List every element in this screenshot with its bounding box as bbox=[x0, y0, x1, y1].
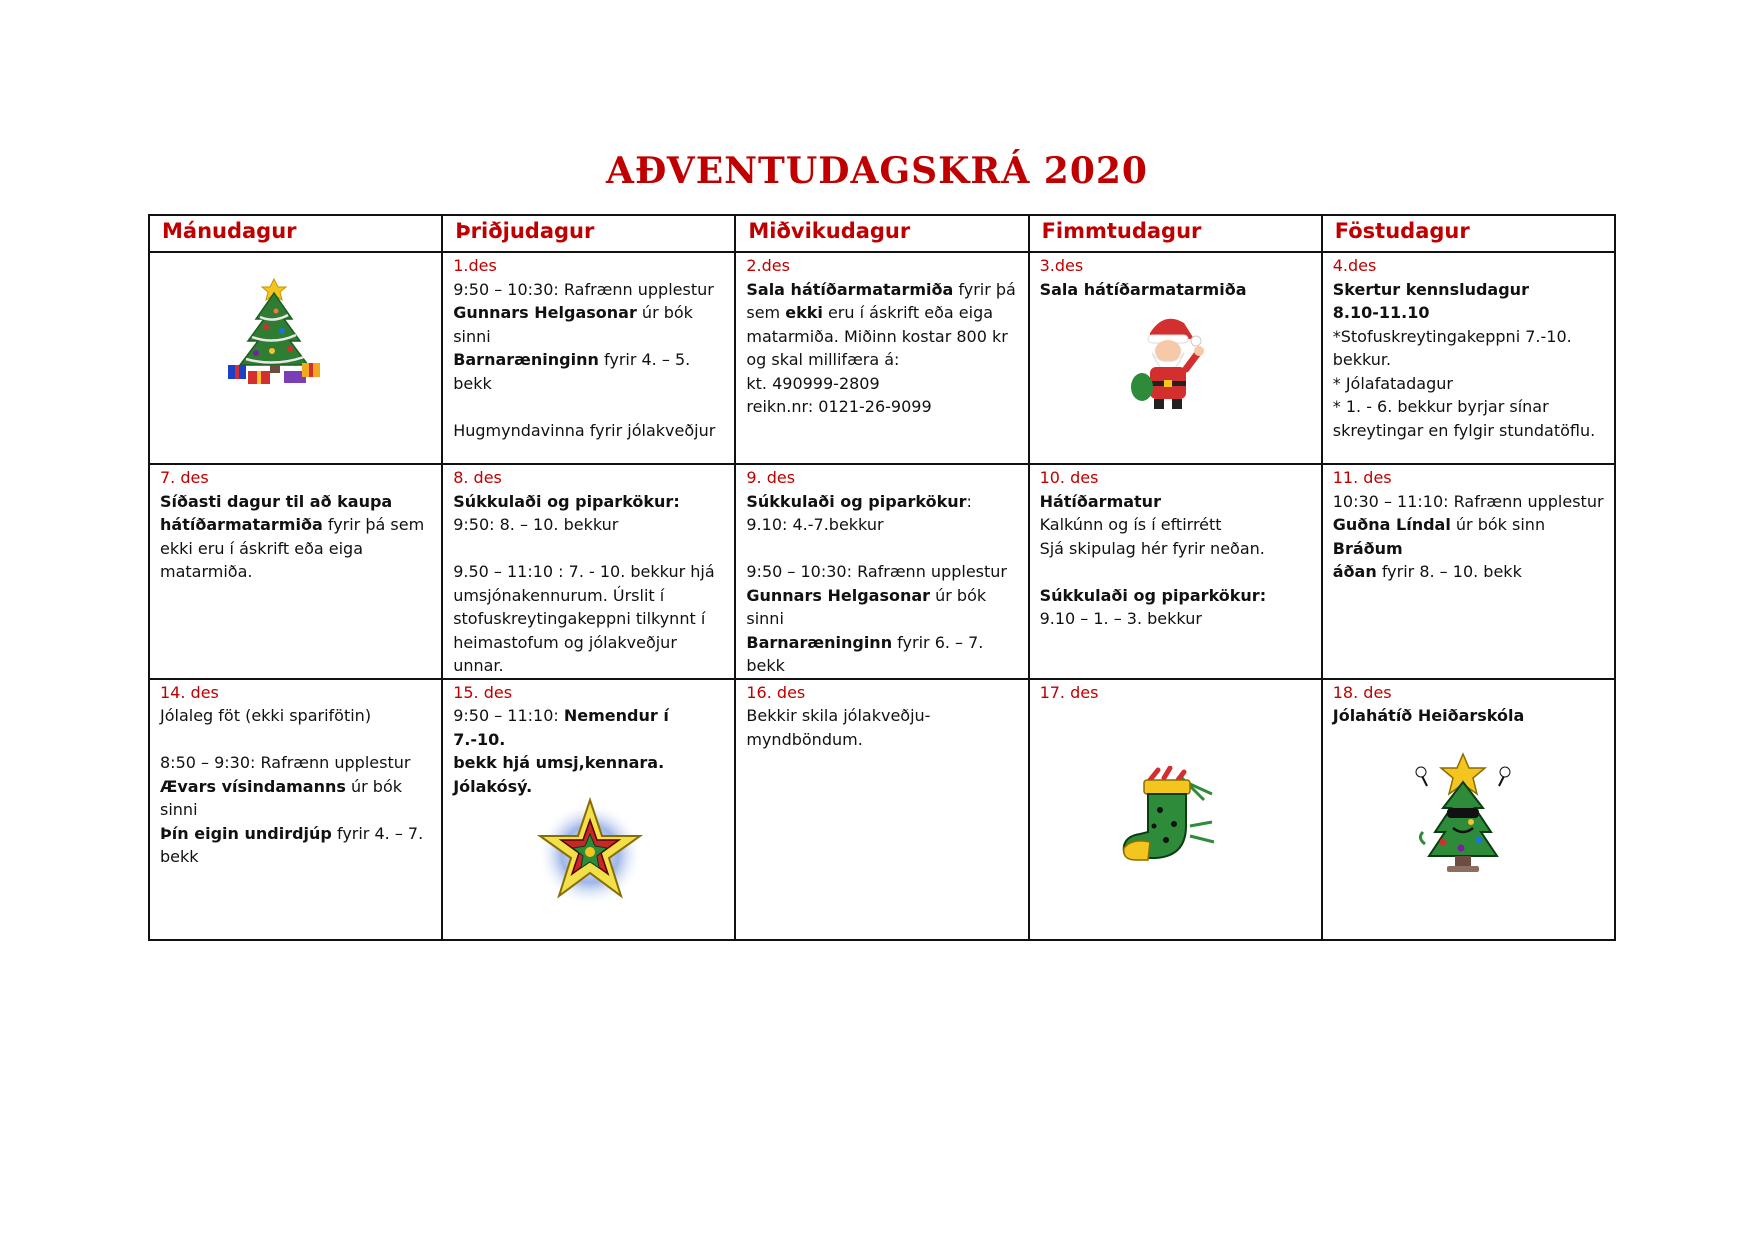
text-line: bekkur. bbox=[1332, 350, 1392, 369]
text-fragment: fyrir 6. – 7. bekk bbox=[746, 632, 984, 675]
santa-claus-icon bbox=[1128, 309, 1208, 413]
text-line bbox=[1333, 704, 1604, 728]
cell-week1-friday bbox=[1322, 252, 1615, 464]
cell-week3-monday bbox=[149, 679, 442, 940]
text-line: 9.10: 4.-7.bekkur bbox=[746, 515, 884, 534]
page-title: AÐVENTUDAGSKRÁ 2020 bbox=[606, 150, 1148, 192]
christmas-stocking-icon bbox=[1120, 766, 1220, 866]
text-line: stofuskreytingakeppni tilkynnt í bbox=[453, 609, 706, 628]
text-line bbox=[160, 822, 431, 846]
text-line bbox=[160, 513, 431, 537]
text-line bbox=[160, 775, 431, 822]
header-tuesday: Þriðjudagur bbox=[442, 215, 735, 252]
book-title: Þín eigin undirdjúp bbox=[160, 823, 332, 843]
text-line: Jólaleg föt (ekki sparifötin) bbox=[160, 706, 372, 725]
text-bold: Síðasti dagur til að kaupa bbox=[160, 491, 393, 511]
text-bold: hátíðarmatarmiða bbox=[160, 515, 323, 534]
text-line: Hugmyndavinna fyrir jólakveðjur bbox=[453, 420, 716, 440]
text-line: heimastofum og jólakveðjur unnar. bbox=[453, 632, 677, 675]
text-line: 9.10 – 1. – 3. bekkur bbox=[1039, 609, 1202, 628]
cell-week3-friday bbox=[1322, 679, 1615, 940]
text-line bbox=[746, 631, 1017, 678]
author-name: Gunnars Helgasonar bbox=[453, 303, 637, 322]
advent-calendar-table bbox=[148, 214, 1616, 941]
text-bold: Súkkulaði og piparkökur: bbox=[1039, 585, 1267, 605]
text-line bbox=[1040, 278, 1311, 302]
header-wednesday: Miðvikudagur bbox=[735, 215, 1028, 252]
text-line: Sjá skipulag hér fyrir neðan. bbox=[1039, 538, 1265, 558]
text-line: 9:50 – 10:30: Rafrænn upplestur bbox=[453, 279, 714, 299]
text-line: Bekkir skila jólakveðju- bbox=[746, 706, 931, 725]
date-label: 11. des bbox=[1332, 468, 1392, 487]
text-line: 10:30 – 11:10: Rafrænn upplestur bbox=[1332, 491, 1604, 511]
date-label: 14. des bbox=[160, 682, 219, 702]
date-label: 8. des bbox=[453, 468, 502, 487]
text-line bbox=[453, 490, 724, 514]
text-bold: Hátíðarmatur bbox=[1039, 491, 1161, 511]
text-fragment: 9:50 – 11:10: bbox=[453, 706, 564, 725]
text-line: 9:50: 8. – 10. bekkur bbox=[453, 515, 619, 534]
header-thursday: Fimmtudagur bbox=[1029, 215, 1322, 252]
text-bold: ekki bbox=[785, 303, 823, 322]
text-line bbox=[160, 490, 431, 514]
text-bold: Sala hátíðarmatarmiða bbox=[1039, 279, 1247, 299]
cell-week3-thursday bbox=[1029, 679, 1322, 940]
text-line: 9.50 – 11:10 : 7. - 10. bekkur hjá bbox=[453, 562, 715, 581]
text-line bbox=[1333, 513, 1604, 560]
text-line: 9:50 – 10:30: Rafrænn upplestur bbox=[746, 562, 1007, 581]
text-bold: Skertur kennsludagur bbox=[1332, 279, 1529, 299]
text-bold: Sala hátíðarmatarmiða bbox=[746, 279, 954, 299]
text-line bbox=[746, 584, 1017, 631]
text-line bbox=[1333, 278, 1604, 302]
text-fragment: fyrir þá sem bbox=[322, 515, 425, 534]
cell-week1-wednesday bbox=[735, 252, 1028, 464]
text-fragment: fyrir 8. – 10. bekk bbox=[1376, 562, 1522, 581]
text-bold: Súkkulaði og piparkökur: bbox=[453, 491, 680, 511]
cell-week2-tuesday bbox=[442, 464, 735, 679]
date-label: 17. des bbox=[1039, 682, 1099, 702]
header-friday: Föstudagur bbox=[1322, 215, 1615, 252]
date-label: 3.des bbox=[1039, 256, 1084, 275]
date-label: 9. des bbox=[746, 468, 796, 487]
text-bold: 8.10-11.10 bbox=[1332, 303, 1430, 322]
date-label: 7. des bbox=[160, 468, 209, 487]
book-title: Bráðum bbox=[1332, 538, 1403, 558]
text-line bbox=[746, 490, 1017, 514]
text-line bbox=[453, 704, 724, 751]
text-line: matarmiða. Miðinn kostar 800 kr bbox=[746, 326, 1008, 346]
date-label: 10. des bbox=[1039, 468, 1099, 487]
cell-week2-friday bbox=[1322, 464, 1615, 679]
cell-week1-monday bbox=[149, 252, 442, 464]
text-line bbox=[1040, 490, 1311, 514]
date-label: 18. des bbox=[1332, 682, 1392, 702]
text-line: reikn.nr: 0121-26-9099 bbox=[746, 397, 932, 416]
cell-week2-thursday bbox=[1029, 464, 1322, 679]
author-name: Guðna Líndal bbox=[1332, 515, 1451, 534]
text-fragment: eru í áskrift eða eiga bbox=[822, 303, 994, 322]
text-bold: bekk hjá umsj,kennara. bbox=[453, 753, 665, 772]
text-line: bekk bbox=[160, 847, 199, 866]
week-row-3 bbox=[149, 679, 1615, 940]
text-line: skreytingar en fylgir stundatöflu. bbox=[1332, 420, 1596, 440]
text-line bbox=[1040, 584, 1311, 608]
text-line bbox=[453, 775, 724, 799]
date-label: 4.des bbox=[1332, 256, 1377, 275]
week-row-2 bbox=[149, 464, 1615, 679]
text-line: matarmiða. bbox=[160, 562, 253, 581]
date-label: 16. des bbox=[746, 682, 806, 702]
text-fragment: fyrir þá bbox=[953, 279, 1016, 299]
text-bold: Jólahátíð Heiðarskóla bbox=[1332, 706, 1525, 725]
text-fragment: úr bók sinn bbox=[1450, 515, 1546, 534]
text-line bbox=[453, 301, 724, 348]
text-line bbox=[1333, 560, 1604, 584]
text-line bbox=[746, 301, 1017, 325]
text-line: og skal millifæra á: bbox=[746, 350, 900, 369]
text-fragment: úr bók sinni bbox=[746, 585, 987, 628]
text-line: ekki eru í áskrift eða eiga bbox=[160, 538, 363, 558]
text-line: *Stofuskreytingakeppni 7.-10. bbox=[1332, 326, 1572, 346]
text-line bbox=[1333, 301, 1604, 325]
text-line bbox=[746, 278, 1017, 302]
week-row-1 bbox=[149, 252, 1615, 464]
cell-week2-wednesday bbox=[735, 464, 1028, 679]
text-line: Kalkúnn og ís í eftirrétt bbox=[1039, 515, 1222, 534]
cell-week1-tuesday bbox=[442, 252, 735, 464]
author-name: Gunnars Helgasonar bbox=[746, 585, 931, 605]
text-line: * 1. - 6. bekkur byrjar sínar bbox=[1332, 397, 1549, 416]
text-fragment: úr bók sinni bbox=[453, 303, 693, 346]
text-bold: Jólakósý. bbox=[453, 776, 533, 796]
book-title: áðan bbox=[1332, 562, 1377, 581]
text-fragment: fyrir 4. – 7. bbox=[331, 823, 424, 843]
text-fragment: fyrir 4. – 5. bekk bbox=[453, 350, 691, 393]
text-line bbox=[453, 348, 724, 395]
christmas-tree-icon bbox=[226, 271, 324, 385]
text-line: * Jólafatadagur bbox=[1332, 373, 1453, 393]
cartoon-christmas-tree-icon bbox=[1413, 752, 1513, 882]
text-fragment: úr bók sinni bbox=[160, 776, 403, 819]
text-line bbox=[453, 751, 724, 775]
author-name: Ævars vísindamanns bbox=[160, 776, 346, 796]
text-bold: Nemendur í 7.-10. bbox=[453, 706, 669, 749]
text-fragment: sem bbox=[746, 303, 786, 322]
text-fragment: : bbox=[966, 491, 972, 511]
cell-week3-tuesday bbox=[442, 679, 735, 940]
text-bold: Súkkulaði og piparkökur bbox=[746, 491, 967, 511]
text-line: kt. 490999-2809 bbox=[746, 373, 880, 393]
weekday-header-row bbox=[149, 215, 1615, 252]
book-title: Barnaræninginn bbox=[453, 350, 599, 369]
cell-week1-thursday bbox=[1029, 252, 1322, 464]
header-monday: Mánudagur bbox=[149, 215, 442, 252]
book-title: Barnaræninginn bbox=[746, 632, 893, 652]
star-ornament-icon bbox=[535, 796, 645, 904]
text-line: 8:50 – 9:30: Rafrænn upplestur bbox=[160, 753, 411, 772]
date-label: 15. des bbox=[453, 682, 513, 702]
cell-week2-monday bbox=[149, 464, 442, 679]
text-line: myndböndum. bbox=[746, 729, 863, 749]
date-label: 1.des bbox=[453, 256, 497, 275]
cell-week3-wednesday bbox=[735, 679, 1028, 940]
text-line: umsjónakennurum. Úrslit í bbox=[453, 585, 665, 605]
date-label: 2.des bbox=[746, 256, 790, 275]
